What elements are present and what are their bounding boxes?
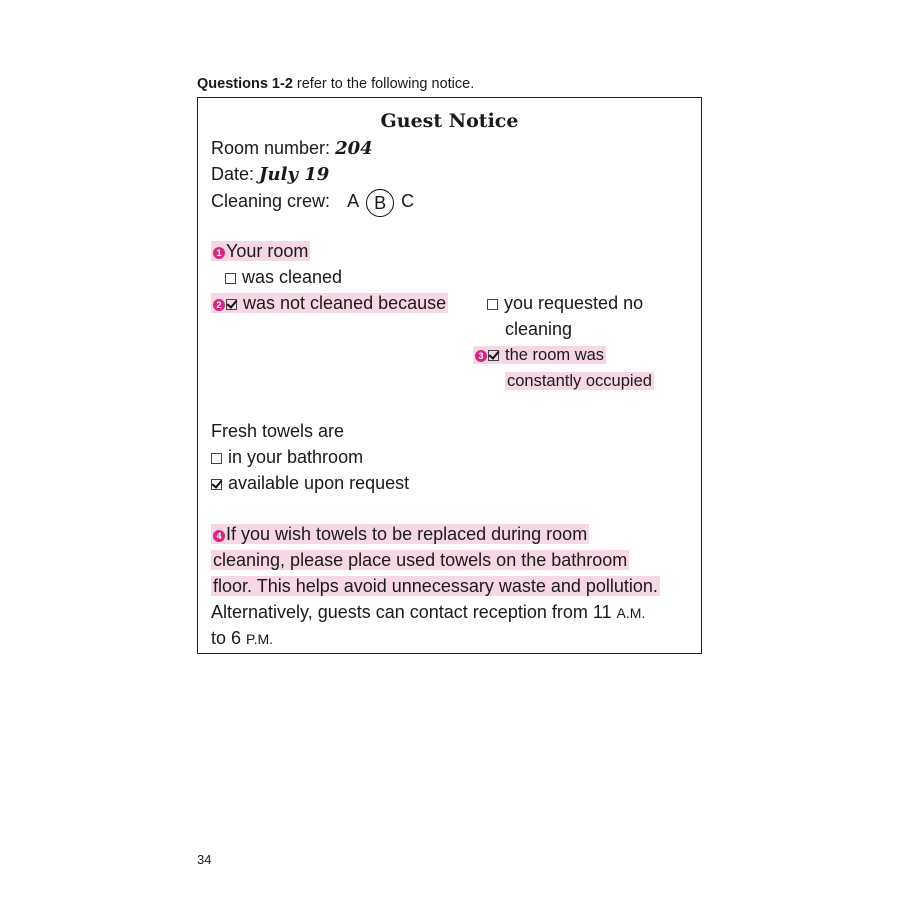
checkbox-checked (211, 479, 222, 490)
room-number-row (211, 135, 373, 162)
your-room-text: Your room (226, 241, 309, 261)
requested-no-line2: cleaning (505, 319, 573, 339)
para-line2: cleaning, please place used towels on the bathroom (213, 550, 628, 570)
paragraph-line-2 (211, 547, 629, 573)
paragraph-line-3 (211, 573, 660, 599)
date-row (211, 161, 329, 188)
marker-1: 1 (213, 247, 225, 259)
your-room-row (211, 238, 310, 264)
para-line4: Alternatively, guests can contact reception from 11 (211, 602, 617, 622)
was-not-cleaned-row (211, 290, 448, 316)
room-number-value: 204 (335, 138, 373, 159)
was-cleaned-text: was cleaned (242, 267, 343, 287)
crew-option-c: C (401, 191, 415, 211)
checkbox-unchecked (211, 453, 222, 464)
para-line5: to 6 (211, 628, 247, 648)
towels-bathroom-text: in your bathroom (228, 447, 364, 467)
checkbox-unchecked (487, 299, 498, 310)
marker-2: 2 (213, 299, 225, 311)
crew-options (347, 187, 414, 215)
occupied-line1: the room was (505, 346, 605, 364)
page-number: 34 (197, 852, 212, 867)
towels-heading-row (211, 418, 344, 444)
occupied-option (473, 342, 606, 368)
requested-no-line2-row (505, 316, 572, 342)
room-number-label: Room number: (211, 138, 336, 158)
paragraph-line-1 (211, 521, 589, 547)
checkbox-checked (488, 350, 499, 361)
towels-heading: Fresh towels are (211, 421, 345, 441)
pm-label: P.M. (246, 631, 274, 647)
requested-no-cleaning-option (487, 290, 643, 316)
para-line1: If you wish towels to be replaced during room (226, 524, 588, 544)
crew-option-a: A (347, 191, 360, 211)
am-label: A.M. (616, 605, 646, 621)
checkbox-checked (226, 299, 237, 310)
occupied-line2-row (505, 368, 654, 394)
towels-request-row (211, 470, 409, 496)
intro-text (197, 76, 474, 92)
cleaning-crew-label: Cleaning crew: (211, 191, 331, 211)
requested-no-line1: you requested no (504, 293, 644, 313)
intro-bold: Questions 1-2 (197, 76, 293, 92)
occupied-line2: constantly occupied (507, 372, 652, 390)
was-cleaned-row (225, 264, 342, 290)
checkbox-unchecked (225, 273, 236, 284)
para-line3: floor. This helps avoid unnecessary waste and pollution. (213, 576, 658, 596)
paragraph-line-5 (211, 625, 273, 652)
marker-4: 4 (213, 530, 225, 542)
guest-notice (197, 97, 702, 654)
intro-rest: refer to the following notice. (292, 76, 475, 92)
crew-option-b-circled: B (366, 189, 394, 217)
paragraph-line-4 (211, 599, 645, 626)
towels-bathroom-row (211, 444, 363, 470)
notice-title: Guest Notice (380, 110, 519, 132)
date-label: Date: (211, 164, 260, 184)
was-not-cleaned-text: was not cleaned because (243, 293, 447, 313)
cleaning-crew-row (211, 187, 414, 215)
marker-3: 3 (475, 350, 487, 362)
towels-request-text: available upon request (228, 473, 410, 493)
date-value: July 19 (259, 164, 330, 185)
